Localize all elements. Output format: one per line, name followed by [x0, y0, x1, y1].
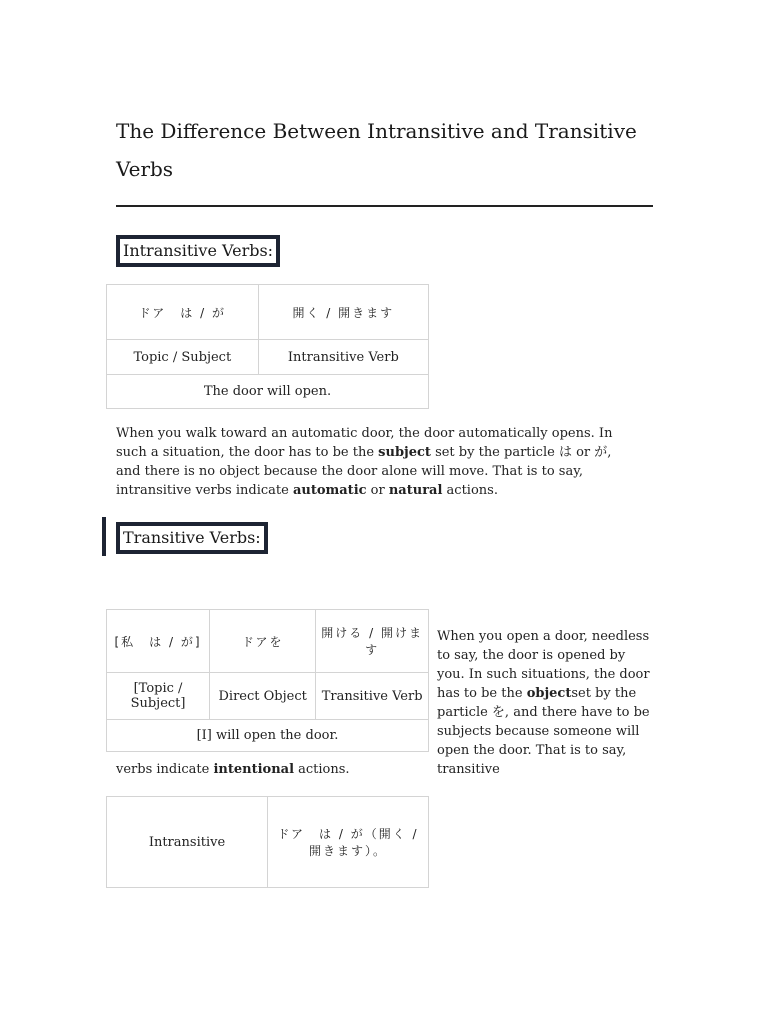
table-cell-role-verb: Transitive Verb	[316, 673, 429, 720]
title-divider	[116, 205, 653, 207]
para-bold-natural: natural	[388, 483, 443, 498]
para-text: verbs indicate	[116, 762, 214, 777]
table-cell-role-object: Direct Object	[210, 673, 316, 720]
para-text: set by the particle は or が, and there is no object because the door alone will move. That is to say, intransitive verbs indicate	[116, 445, 612, 498]
para-text: actions.	[442, 483, 498, 498]
table-cell-jp-verb: 開く / 開きます	[258, 285, 428, 340]
transitive-paragraph-continued	[116, 760, 436, 779]
intransitive-paragraph	[116, 424, 636, 500]
para-bold-object: object	[526, 686, 572, 701]
table-cell-role-subject: [Topic / Subject]	[107, 673, 210, 720]
table-cell-translation: The door will open.	[107, 375, 429, 409]
comparison-table	[106, 796, 429, 888]
transitive-heading: Transitive Verbs:	[116, 522, 268, 554]
transitive-paragraph	[437, 627, 657, 779]
transitive-table	[106, 609, 429, 752]
para-text: When you open a door, needless to say, the door is opened by you. In such situations, the door has to be the	[437, 629, 650, 701]
para-bold-intentional: intentional	[213, 762, 295, 777]
para-bold-automatic: automatic	[292, 483, 367, 498]
transitive-side-bar	[102, 517, 106, 556]
para-text: actions.	[294, 762, 350, 777]
page-title: The Difference Between Intransitive and Transitive Verbs	[116, 119, 637, 181]
table-cell-jp-subject: [私 は / が]	[107, 610, 210, 673]
intransitive-table	[106, 284, 429, 409]
table-cell-translation: [I] will open the door.	[107, 720, 429, 752]
table-cell-label: Intransitive	[107, 797, 268, 888]
table-cell-jp-verb: 開ける / 開けます	[316, 610, 429, 673]
para-text: set by the particle を, and there have to be subjects because someone will open the door. That is to say, transitive	[437, 686, 650, 777]
intransitive-heading: Intransitive Verbs:	[116, 235, 280, 267]
para-text: or	[366, 483, 389, 498]
para-bold-subject: subject	[378, 445, 431, 460]
table-cell-jp-object: ドアを	[210, 610, 316, 673]
table-cell-jp-sentence: ドア は / が（開く / 開きます）。	[268, 797, 429, 888]
table-cell-role-subject: Topic / Subject	[107, 340, 259, 375]
table-cell-jp-subject: ドア は / が	[107, 285, 259, 340]
para-text: When you walk toward an automatic door, the door automatically opens. In such a situation, the door has to be the	[116, 426, 613, 460]
table-cell-role-verb: Intransitive Verb	[258, 340, 428, 375]
